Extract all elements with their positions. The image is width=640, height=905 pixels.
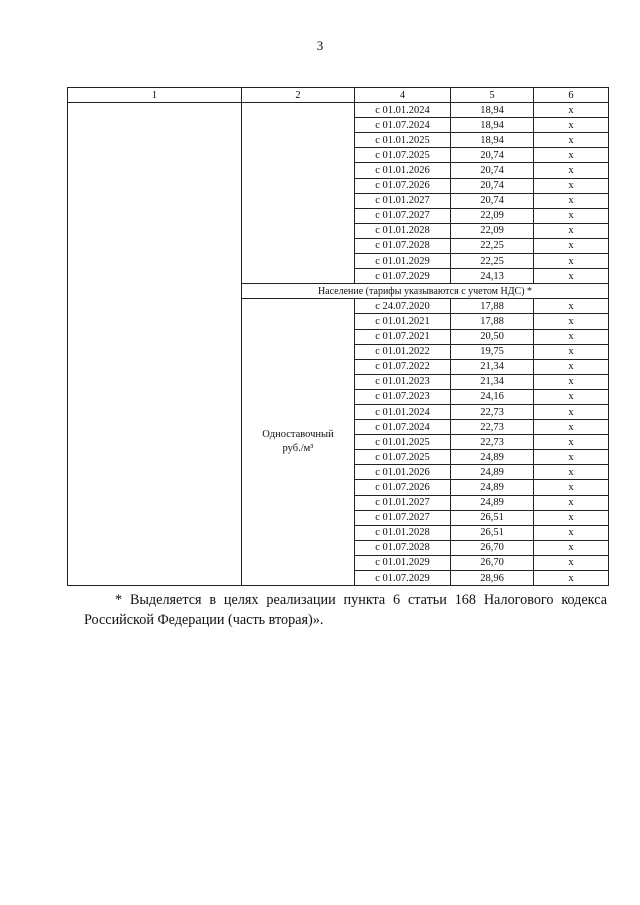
date-cell: с 01.01.2024 (355, 404, 451, 419)
tariff-value-cell: 22,09 (451, 223, 534, 238)
rate-type-cell (242, 299, 355, 586)
population-heading: Население (тарифы указываются с учетом НДС) * (242, 284, 609, 299)
tariff-value-cell: 20,74 (451, 178, 534, 193)
page-number: 3 (316, 38, 324, 53)
mark-cell: х (534, 344, 609, 359)
date-cell: с 01.07.2024 (355, 420, 451, 435)
mark-cell: х (534, 465, 609, 480)
mark-cell: х (534, 314, 609, 329)
mark-cell: х (534, 238, 609, 253)
tariff-value-cell: 22,73 (451, 420, 534, 435)
date-cell: с 01.01.2027 (355, 495, 451, 510)
date-cell: с 01.07.2028 (355, 238, 451, 253)
tariff-value-cell: 19,75 (451, 344, 534, 359)
date-cell: с 01.01.2022 (355, 344, 451, 359)
tariff-value-cell: 18,94 (451, 118, 534, 133)
date-cell: с 01.07.2029 (355, 571, 451, 586)
date-cell: с 01.01.2025 (355, 133, 451, 148)
tariff-value-cell: 28,96 (451, 571, 534, 586)
column-header: 5 (451, 88, 534, 103)
footnote-line: Российской Федерации (часть вторая)». (84, 612, 324, 628)
mark-cell: х (534, 254, 609, 269)
date-cell: с 01.07.2025 (355, 148, 451, 163)
mark-cell: х (534, 329, 609, 344)
mark-cell: х (534, 571, 609, 586)
tariff-value-cell: 17,88 (451, 299, 534, 314)
tariff-value-cell: 22,25 (451, 254, 534, 269)
date-cell: с 01.07.2024 (355, 118, 451, 133)
mark-cell: х (534, 299, 609, 314)
tariff-value-cell: 20,50 (451, 329, 534, 344)
date-cell: с 01.07.2025 (355, 450, 451, 465)
date-cell: с 01.01.2026 (355, 163, 451, 178)
tariff-value-cell: 24,89 (451, 495, 534, 510)
column-1-cell (68, 103, 242, 586)
tariff-value-cell: 18,94 (451, 103, 534, 118)
mark-cell: х (534, 374, 609, 389)
tariff-value-cell: 20,74 (451, 163, 534, 178)
tariff-table (67, 87, 609, 586)
mark-cell: х (534, 118, 609, 133)
mark-cell: х (534, 148, 609, 163)
date-cell: с 01.07.2026 (355, 480, 451, 495)
rate-type-label: Одноставочный (262, 429, 334, 441)
table-row (68, 103, 609, 118)
mark-cell: х (534, 208, 609, 223)
date-cell: с 01.07.2026 (355, 178, 451, 193)
mark-cell: х (534, 193, 609, 208)
tariff-value-cell: 22,09 (451, 208, 534, 223)
tariff-value-cell: 18,94 (451, 133, 534, 148)
column-2-cell (242, 103, 355, 284)
footnote-line: * Выделяется в целях реализации пункта 6 статьи 168 Налогового кодекса (115, 592, 607, 608)
tariff-value-cell: 21,34 (451, 359, 534, 374)
mark-cell: х (534, 420, 609, 435)
column-header: 2 (242, 88, 355, 103)
mark-cell: х (534, 510, 609, 525)
tariff-value-cell: 26,70 (451, 540, 534, 555)
date-cell: с 01.07.2023 (355, 389, 451, 404)
footnote (84, 590, 607, 630)
date-cell: с 01.01.2026 (355, 465, 451, 480)
date-cell: с 01.07.2021 (355, 329, 451, 344)
column-header: 6 (534, 88, 609, 103)
date-cell: с 01.01.2021 (355, 314, 451, 329)
mark-cell: х (534, 480, 609, 495)
table-header-row (68, 88, 609, 103)
date-cell: с 24.07.2020 (355, 299, 451, 314)
tariff-value-cell: 21,34 (451, 374, 534, 389)
tariff-value-cell: 20,74 (451, 148, 534, 163)
tariff-value-cell: 20,74 (451, 193, 534, 208)
mark-cell: х (534, 223, 609, 238)
date-cell: с 01.01.2028 (355, 223, 451, 238)
tariff-value-cell: 26,70 (451, 555, 534, 570)
mark-cell: х (534, 450, 609, 465)
date-cell: с 01.01.2024 (355, 103, 451, 118)
date-cell: с 01.01.2029 (355, 254, 451, 269)
tariff-value-cell: 22,73 (451, 404, 534, 419)
tariff-table-body (68, 103, 609, 586)
mark-cell: х (534, 359, 609, 374)
mark-cell: х (534, 103, 609, 118)
date-cell: с 01.01.2029 (355, 555, 451, 570)
mark-cell: х (534, 495, 609, 510)
tariff-value-cell: 24,13 (451, 269, 534, 284)
date-cell: с 01.07.2027 (355, 208, 451, 223)
tariff-value-cell: 26,51 (451, 525, 534, 540)
date-cell: с 01.01.2028 (355, 525, 451, 540)
date-cell: с 01.07.2029 (355, 269, 451, 284)
column-header: 1 (68, 88, 242, 103)
mark-cell: х (534, 178, 609, 193)
date-cell: с 01.07.2022 (355, 359, 451, 374)
tariff-value-cell: 24,89 (451, 480, 534, 495)
mark-cell: х (534, 555, 609, 570)
tariff-value-cell: 17,88 (451, 314, 534, 329)
date-cell: с 01.01.2025 (355, 435, 451, 450)
date-cell: с 01.07.2028 (355, 540, 451, 555)
tariff-value-cell: 22,73 (451, 435, 534, 450)
mark-cell: х (534, 163, 609, 178)
mark-cell: х (534, 389, 609, 404)
mark-cell: х (534, 435, 609, 450)
tariff-value-cell: 24,89 (451, 465, 534, 480)
mark-cell: х (534, 404, 609, 419)
rate-unit-label: руб./м³ (282, 443, 314, 455)
tariff-value-cell: 24,89 (451, 450, 534, 465)
mark-cell: х (534, 269, 609, 284)
tariff-value-cell: 26,51 (451, 510, 534, 525)
mark-cell: х (534, 540, 609, 555)
mark-cell: х (534, 133, 609, 148)
date-cell: с 01.01.2027 (355, 193, 451, 208)
date-cell: с 01.01.2023 (355, 374, 451, 389)
tariff-value-cell: 22,25 (451, 238, 534, 253)
date-cell: с 01.07.2027 (355, 510, 451, 525)
tariff-value-cell: 24,16 (451, 389, 534, 404)
column-header: 4 (355, 88, 451, 103)
mark-cell: х (534, 525, 609, 540)
